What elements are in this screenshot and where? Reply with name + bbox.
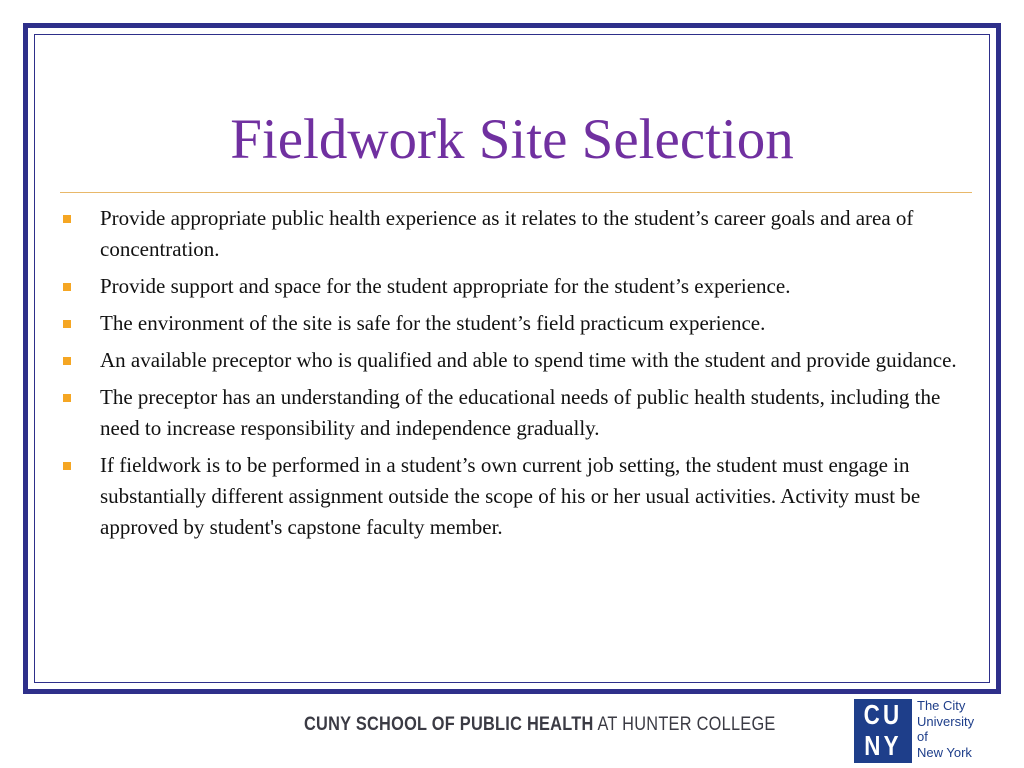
cuny-logo-mark-line: CU — [863, 699, 903, 730]
cuny-logo-text-line: of — [917, 729, 928, 744]
bullet-text: If fieldwork is to be performed in a student’s own current job setting, the student must engage in substantially different assignment outside the scope of his or her usual activities. Activity must be approved by student's capstone faculty member. — [100, 453, 921, 539]
cuny-logo-text-line: New York — [917, 744, 972, 760]
cuny-logo-text-line: University — [917, 713, 975, 729]
bullet-text: Provide appropriate public health experience as it relates to the student’s career goals and area of concentration. — [100, 206, 914, 261]
cuny-logo-text — [917, 698, 997, 760]
bullet-item — [60, 308, 960, 339]
bullet-list — [60, 203, 960, 549]
square-bullet-icon — [63, 357, 71, 365]
footer-school-name-rest: AT HUNTER COLLEGE — [593, 714, 776, 735]
footer-school-name-bold: CUNY SCHOOL OF PUBLIC HEALTH — [304, 714, 594, 735]
square-bullet-icon — [63, 320, 71, 328]
square-bullet-icon — [63, 215, 71, 223]
cuny-logo — [854, 699, 994, 763]
cuny-logo-text-line: The City — [917, 698, 966, 713]
bullet-text: An available preceptor who is qualified and able to spend time with the student and provide guidance. — [100, 348, 957, 372]
bullet-item — [60, 382, 960, 444]
slide-title: Fieldwork Site Selection — [230, 108, 794, 171]
square-bullet-icon — [63, 283, 71, 291]
bullet-item — [60, 450, 960, 543]
bullet-text: The preceptor has an understanding of the educational needs of public health students, including the need to increase responsibility and independence gradually. — [100, 385, 941, 440]
bullet-item — [60, 271, 960, 302]
cuny-logo-mark — [854, 699, 912, 763]
bullet-text: The environment of the site is safe for the student’s field practicum experience. — [100, 311, 766, 335]
footer-school-name — [304, 713, 776, 737]
bullet-item — [60, 345, 960, 376]
square-bullet-icon — [63, 462, 71, 470]
bullet-item — [60, 203, 960, 265]
square-bullet-icon — [63, 394, 71, 402]
cuny-logo-mark-line: NY — [864, 730, 902, 761]
bullet-text: Provide support and space for the student appropriate for the student’s experience. — [100, 274, 791, 298]
title-divider — [60, 192, 972, 193]
